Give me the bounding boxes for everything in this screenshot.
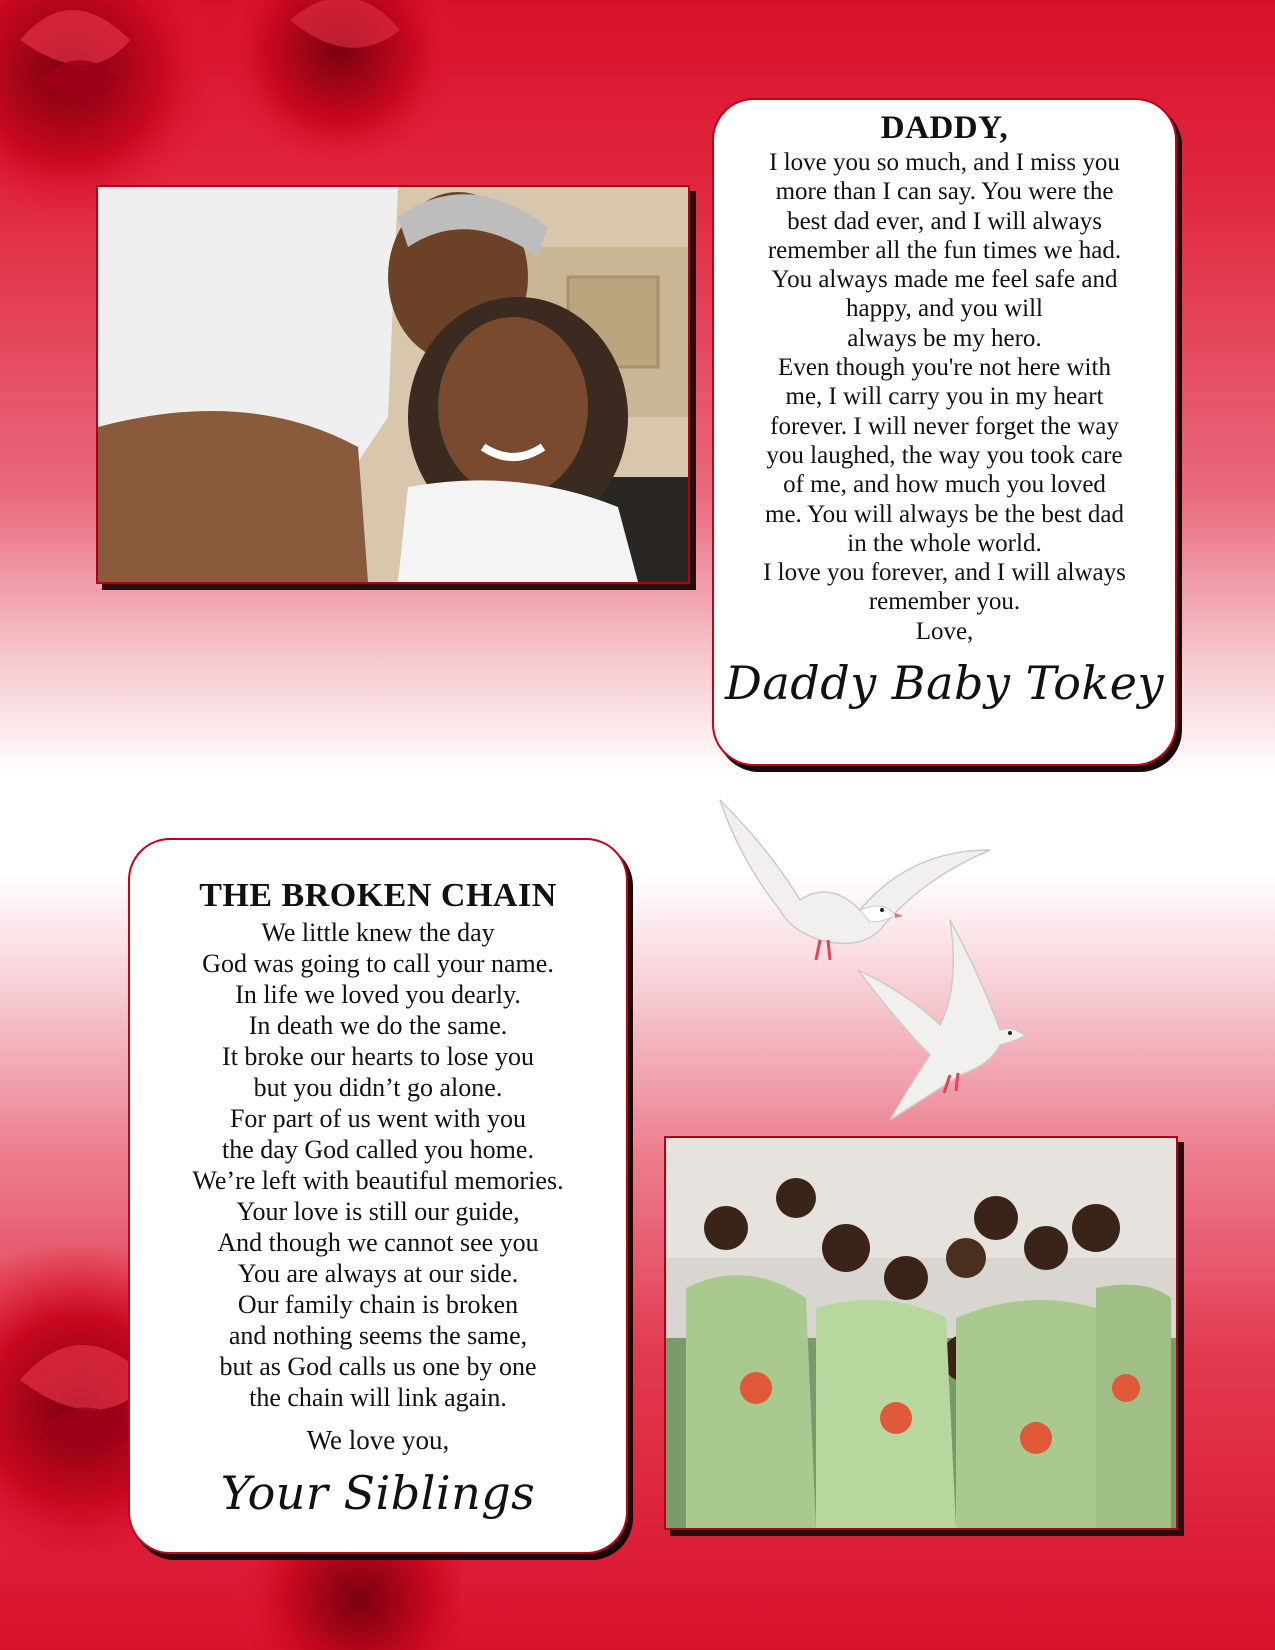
- daddy-letter-card: [712, 98, 1177, 766]
- letter-line: I love you forever, and I will always: [763, 559, 1126, 587]
- letter-line: Love,: [915, 617, 974, 645]
- letter-line: more than I can say. You were the: [775, 178, 1114, 206]
- letter-line: me. You will always be the best dad: [765, 500, 1124, 528]
- poem-line: God was going to call your name.: [202, 949, 554, 979]
- poem-line: Our family chain is broken: [237, 1290, 519, 1320]
- daddy-letter-title: DADDY,: [880, 110, 1009, 146]
- poem-line: It broke our hearts to lose you: [222, 1042, 534, 1072]
- poem-line: but you didn’t go alone.: [253, 1073, 503, 1103]
- poem-line: We’re left with beautiful memories.: [192, 1166, 564, 1196]
- poem-line: In death we do the same.: [248, 1011, 508, 1041]
- letter-line: Even though you're not here with: [778, 354, 1111, 382]
- poem-line: the day God called you home.: [222, 1135, 534, 1165]
- dove-icon: [850, 915, 1030, 1130]
- siblings-poem-card: [128, 838, 628, 1554]
- photo-father-daughter: [96, 185, 690, 584]
- letter-line: best dad ever, and I will always: [787, 207, 1102, 235]
- letter-line: me, I will carry you in my heart: [785, 383, 1104, 411]
- letter-line: remember you.: [868, 588, 1021, 616]
- letter-line: You always made me feel safe and: [771, 266, 1118, 294]
- poem-signature: Your Siblings: [220, 1466, 536, 1521]
- photo-family-group: [664, 1136, 1178, 1530]
- letter-line: of me, and how much you loved: [783, 471, 1106, 499]
- poem-line: In life we loved you dearly.: [235, 980, 521, 1010]
- daddy-letter-signature: Daddy Baby Tokey: [725, 655, 1164, 710]
- daddy-letter-body: [714, 148, 1175, 646]
- letter-line: in the whole world.: [847, 529, 1042, 557]
- poem-closing: We love you,: [306, 1425, 450, 1456]
- letter-line: I love you so much, and I miss you: [769, 148, 1120, 176]
- poem-line: and nothing seems the same,: [228, 1321, 528, 1351]
- poem-line: We little knew the day: [261, 918, 495, 948]
- poem-line: You are always at our side.: [237, 1259, 519, 1289]
- letter-line: you laughed, the way you took care: [766, 441, 1123, 469]
- poem-line: Your love is still our guide,: [236, 1197, 520, 1227]
- poem-line: the chain will link again.: [249, 1383, 507, 1413]
- poem-line: but as God calls us one by one: [219, 1352, 537, 1382]
- poem-body: [130, 917, 626, 1413]
- poem-title: THE BROKEN CHAIN: [199, 877, 557, 914]
- poem-line: For part of us went with you: [229, 1104, 527, 1134]
- poem-line: And though we cannot see you: [217, 1228, 539, 1258]
- letter-line: forever. I will never forget the way: [770, 412, 1119, 440]
- letter-line: always be my hero.: [847, 324, 1042, 352]
- letter-line: happy, and you will: [846, 295, 1043, 323]
- letter-line: remember all the fun times we had.: [767, 236, 1122, 264]
